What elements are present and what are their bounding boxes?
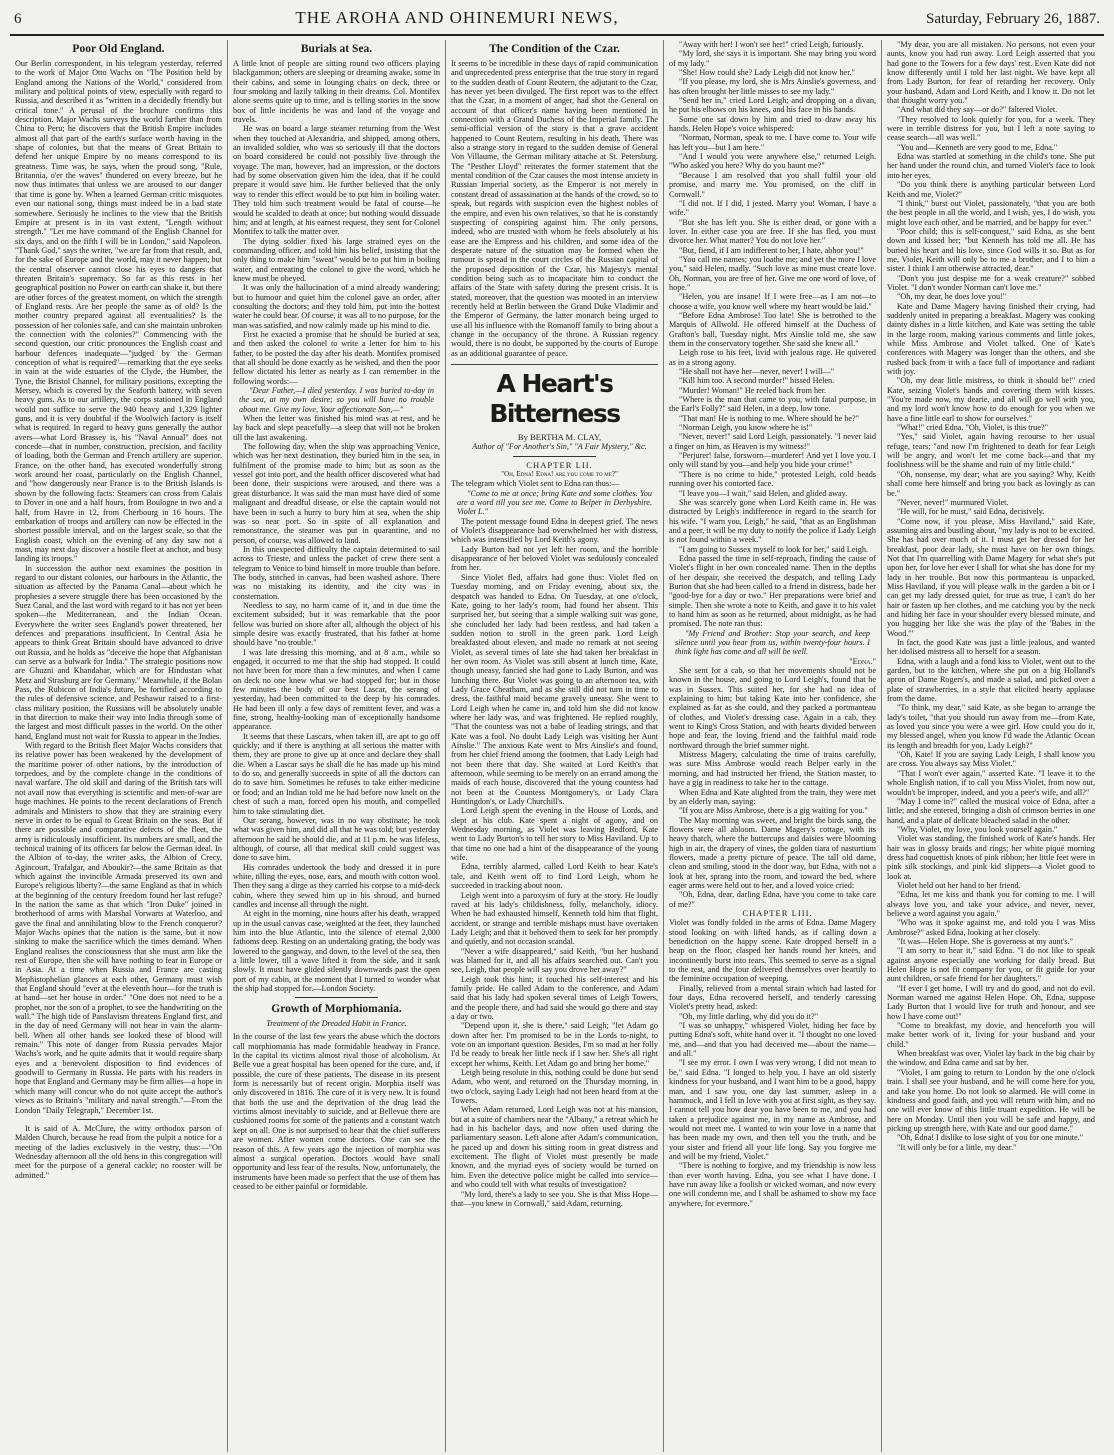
article-paragraph: The telegram which Violet sent to Edna ran thus:—	[451, 479, 620, 489]
article-paragraph: Some one sat down by him and tried to draw away his hands. Helen Hope's voice whispered:	[669, 114, 876, 134]
article-paragraph: "I think," burst out Violet, passionately, "that you are both the best people in all the world, and I wish, yes, I do wish, you might love each other, and be married, and be happy for ever."	[887, 198, 1095, 227]
article-paragraph: "You and—Kenneth are very good to me, Edna."	[897, 142, 1058, 152]
chapter-heading: CHAPTER LII.	[526, 459, 593, 470]
article-paragraph: "Oh, my dear little mistress, to think it should be!" cried Kate, seizing Violet's hands and covering them with kisses. "You're made now, my dearie, and all will go well with you, and my lord won't know how to do enough for you when we have a fine little earl to show for ourselves."	[887, 376, 1095, 423]
columns	[10, 40, 1104, 1452]
section-divider	[77, 1119, 160, 1120]
article-paragraph: "I did not. If I did, I jested. Marry you! Woman, I have a wife."	[669, 198, 876, 218]
article-paragraph: "If ever I get home, I will try and do good, and not do evil. Norman warned me against Helen Hope. Oh, Edna, suppose Lady Burton that I would live for truth and honour, and see how I have come out!"	[887, 983, 1095, 1021]
article-headline-condition-of-the-czar: The Condition of the Czar.	[489, 43, 620, 55]
article-paragraph: In the course of the last few years the abuse which the doctors call morphiomania has made formidable headway in France. In the capital its victims almost rival those of alcoholism. At Belle vue a great hospital has been opened for the cure, and, if possible, the cure of these patients. The disease in its present form is necessarily but of recent origin. Morphia itself was only discovered in 1816. The cure of it is very new. It is found that both the use and the deprivation of the drug lead the victims almost inevitably to suicide, and at Bellevue there are cushioned rooms for some of the patients and a constant watch kept on all. One is not surprised to hear that the chief sufferers are women. After women come doctors. One can see the reason of this. A few years ago the injection of morphia was almost a surgical operation. Doctors would have small opportunity and less fear of the results. Now, unfortunately, the instruments have been made so perfect that the use of them has ceased to be either painful or formidable.	[233, 1032, 440, 1191]
article-paragraph: "Violet, I am going to return to London by the one o'clock train. I shall see your husband, and he will come here for you, and take you home. Do not look so alarmed. He will come in kindness and good faith, and you will return with him, and no one will ever know of this little truant expedition. He will be here on Monday. Until then you will be safe and happy, and picking up strength here, with Kate and our good dame."	[887, 1067, 1095, 1133]
serial-title: A Heart's Bitterness	[451, 364, 658, 429]
article-paragraph: "Come now, if you please, Miss Haviland," said Kate, assuming airs and bustling about, "my lady is not to be excited. She has had over much of it. I must get her dressed for her breakfast, poor dear lady, she must have on her own things. Not that I'm quarrelling with Dame Magery for what she's put upon her, for love her ever I shall for what she has done for my lady in her trouble. But now this portmanteau is unpacked, Miss Haviland, if you will please walk in the garden a bit or I can get my lady dressed quiet, for true as true, I can't do her hair or fasten up her clothes, and me catching you by the neck and hiding her face in your shoulder every blessed minute, and you hugging her like she was the play of the 'Babes in the Wood.'"	[887, 516, 1095, 638]
column-2	[228, 40, 446, 1452]
article-paragraph: "I am sorry to hear it," said Edna. "I do not like to speak against anyone especially one working for daily bread. But Helen Hope is not fit company for you, or fit guide for your aunt children, or safe friend for her daughters."	[887, 946, 1095, 984]
article-subheading: Treatment of the Dreaded Habit in France.	[266, 1019, 407, 1029]
article-paragraph: In this unexpected difficulty the captain determined to sail across to Trieste, and unless the packet of crew there sent a telegram to Venice to bind himself in more trouble than before. The body, stitched in canvas, had been washed ashore. There was no mistaking its identity, and the city was in consternation.	[233, 544, 440, 601]
serial-byline: By BERTHA M. CLAY,	[517, 432, 602, 442]
article-paragraph: Edna, with a laugh and a fond kiss to Violet, went out to the garden, but to the kitchen, where she put on a big Holland's apron of Dame Rogers's, and made a salad, and picked over a plate of strawberries, in a style that elicited hearty applause from the dame.	[887, 656, 1095, 704]
article-paragraph: It seems to be incredible in these days of rapid communication and unprecedented press enterprise that the true story in regard to the sudden death of Count Reutern, the adjutant to the Czar, has never yet been divulged. The first report was to the effect that the Czar, in a moment of anger, had shot the General on account of that officer's name having been mentioned in connection with a Grand Duchess of the Imperial family. The semi-official version of the story is that a grave accident happened to Count Reutern, resulting in his death. There was also a strange story in regard to the sudden demise of General Von Villaume, the German military attache at St. Petersburg. The "Pesther Lloyd" reiterates the former statement that the mental condition of the Czar causes the most intense anxiety in Russian Imperial society, as the Emperor is not merely in constant dread of assassination at the hands of the crowd, so to speak, but regards with suspicion even the highest nobles of the empire, and even his own relatives, so that he is constantly suspecting of conspiring against him. The only persons, indeed, who are trusted with whom he feels absolutely at his ease are the Empress and his children, and some idea of the desperate nature of the situation may be formed when the rumour is spread in the court circles of the Russian capital of the proposed deposition of the Czar, his Majesty's mental condition being such as to incapacitate him to conduct the affairs of the State with safety during the present crisis. It is stated, moreover, that the question was mooted in an interview recently held at Berlin between the Grand Duke Vladimir and the Emperor of Germany, the latter monarch being urged to use all his influence with the Romanoff family to bring about a change in the occupancy of the throne. A Russian regency would, there is no doubt, be supported by the courts of Europe as an additional guarantee of peace.	[451, 59, 658, 358]
article-paragraph: The May morning was sweet, and bright the birds sang, the flowers were all abloom. Dame Magery's cottage, with its heavy thatch, where the buttercups and daisies were blooming high in air, the drapery of vines, the golden tiara of nasturtium flowers, made a pretty picture of peace. The tall old dame, clean and smiling, stood in the door way, but Edna, with not a look at her, sprang into the room, and toward the bed, where eager arms were held out to her, and a loved voice cried:	[669, 815, 876, 890]
article-paragraph: "They resolved to look quietly for you, for a week. They were in terrible distress for you, but I left a note saying to cease search—all was well."	[887, 114, 1095, 143]
column-5	[882, 40, 1100, 1452]
article-paragraph: When breakfast was over, Violet lay back in the big chair by the window, and Edna came and sat by her.	[887, 1049, 1095, 1068]
article-paragraph: A little knot of people are sitting round two officers playing blackgammon; others are sleeping or dreaming awake, some in their cabins, and some in lounging chairs on deck, three or four smoking and lazily talking in their dreams. Col. Montifex alone seems quite up to time, and is telling stories in the snow box of little incidents he was and land of the voyage and travels.	[233, 59, 440, 125]
article-paragraph: "I am going to Sussex myself to look for her," said Leigh.	[679, 544, 868, 554]
article-paragraph: "She! How could she? Lady Leigh did not know her."	[679, 68, 855, 78]
article-paragraph: Edna passed the time in self-reproach, finding the cause of Violet's flight in her own concealed name. Then in the depths of her despair, she received the despatch, and telling Lady Burton that she had been called to a friend in distress, bade her "good-bye for a day or two." Her preparations were brief and simple. Then she wrote a note to Keith, and gave it to his valet to hand him as soon as he returned, about midnight, as he had promised. The note ran thus:	[669, 553, 876, 629]
article-paragraph: "My lord, there's a lady to see you. She is that Miss Hope—that—you knew in Cornwall," said Adam, returning.	[451, 1189, 658, 1208]
article-paragraph: "Murder! Woman!" He reeled back from her.	[679, 385, 827, 395]
article-paragraph: Leigh being resolute in this, nothing could be done but send Adam, who went, and returned on the Thursday morning, in two o'clock, saying Lady Leigh had not been heard from at the Towers.	[451, 1068, 658, 1106]
article-paragraph: "There is no crime to hide," protested Leigh, cold beads running over his contorted face.	[669, 469, 876, 489]
article-paragraph: "Come to breakfast, my dovie, and henceforth you will make better work of it, living for your husband and your child."	[887, 1021, 1095, 1049]
article-paragraph: It was only the hallucination of a mind already wandering; but to humour and quiet him the colonel gave an order, after consulting the doctors; and they told him, put into the hottest water he could bear. Of course, it was all to no purpose, for the man was satisfied, and now calmly made up his mind to die.	[233, 283, 440, 330]
article-paragraph: "Oh, nonsense, my dear; what are you saying? Why, Keith shall come here himself and bring you back as lovingly as can be."	[887, 469, 1095, 498]
article-paragraph: Finally, relieved from a mental strain which had lasted for four days, Edna recovered herself, and tenderly caressing Violet's pretty head, asked:	[669, 983, 876, 1012]
article-paragraph: "Why, Violet, my love, you look yourself again."	[897, 824, 1058, 834]
article-paragraph: "I leave you—I wait," said Helen, and glided away.	[679, 488, 848, 498]
article-paragraph: "Because I am resolved that you shall fulfil your old promise, and marry me. You promised, on the cliff in Cornwall."	[669, 170, 876, 199]
column-1	[10, 40, 228, 1452]
article-paragraph: "And I would you were anywhere else," returned Leigh. "Who asked you here? Why do you haunt me?"	[669, 152, 876, 171]
article-paragraph: Our serang, however, was in no way obstinate; he took what was given him, and did all that he was told; but yesterday afternoon he said he should die, and at 11 p.m. he was lifeless, although, of course, all that medical skill could suggest was done to save him.	[233, 815, 440, 863]
quoted-telegram: "Come to me at once; bring Kate and some clothes. You are a word till you see me. Come to Belper in Derbyshire. Violet L."	[457, 488, 652, 517]
article-paragraph: "Oh, Edna, dear, darling Edna, have you come to take care of me?"	[669, 890, 876, 909]
article-paragraph: Leigh rose to his feet, livid with jealous rage. He quivered as in a strong agony.	[669, 348, 876, 367]
article-paragraph: "Oh, Kate! If you are saying Lady Leigh, I shall know you are cross. You always say Miss Violet."	[887, 750, 1095, 769]
article-paragraph: "Yes," said Violet, again having recourse to her usual refuge, tears; "and now I'm frightened to death for fear Leigh will be angry, and won't let me come back—and that my foolishness will be the shame and ruin of my little child."	[887, 432, 1095, 470]
article-paragraph: At eight in the morning, nine hours after his death, wrapped up in the usual canvas case, weighted at the feet, they launched him into the blue Atlantic, into the silence of eternal 2,000 fathoms deep. Resting on an undertaking grating, the body was lowered to the gangway, and down, to the level of the sea, then a little lower, till a wave lifted it from the side, and it sank slowly. It must have glided silently downwards past the open port of my cabin, at the moment that I turned to wonder what the ship had stopped for.—London Society.	[233, 909, 440, 994]
article-paragraph: He was on board a large steamer returning from the West when they touched at Alexandria, and shipped, among others, an invalided soldier, who was so seriously ill that the doctors on board considered he could not possibly live through the voyage. The man, however, had an impression, or the doctors had by some observation given him the idea, that if he could prepare it would save him. He further believed that the only way to render this effect would be to put him in boiling water. They told him such treatment would be fatal of course—he would be scalded to death at once; but nothing would dissuade him; and at length, at his earnest request, they sent for Colonel Montifex to talk the matter over.	[233, 124, 440, 237]
article-paragraph: Violet held out her hand to her friend.	[897, 880, 1021, 890]
article-paragraph: The following day, when the ship was approaching Venice, which was her next destination, they buried him in the sea, in fulfilment of the promise made to him; but as soon as the vessel got into port, and the health officer discovered what had been done, their suspicions were aroused, and there was a great disturbance. It was said the man must have died of some malignant and dreadful disease, or else the captain would not have been in such a hurry to bury him at sea, when the ship was so near port. So in spite of all explanation and remonstrance, the steamer was put in quarantine, and no person, of course, was allowed to land.	[233, 442, 440, 545]
article-paragraph: Kate and Dame Magery having finished their crying, had suddenly united in preparing a breakfast. Magery was cooking dainty dishes in a little kitchen, and Kate was setting the table in the large room, making various comments and little jokes, while Miss Ambrose and Violet talked. One of Kate's conferences with Magery was longer than the others, and she rushed back from it with a face full of importance and radiant with joy.	[887, 301, 1095, 377]
article-paragraph: "Never, never!" murmured Violet.	[897, 497, 1009, 507]
article-headline-burials-at-sea: Burials at Sea.	[300, 43, 373, 55]
article-paragraph: The dying soldier fixed his large strained eyes on the commanding officer, and told him his belief, insisting that the only thing to make him "sweat" would be to put him in boiling water, and entreating the colonel to give the word, which he knew must be obeyed.	[233, 236, 440, 283]
article-paragraph: "Where is the man that came to you, with fatal purpose, in the Earl's Folly?" said Helen, in a deep, low tone.	[669, 395, 876, 414]
article-paragraph: Edna, terribly alarmed, called Lord Keith to hear Kate's tale, and Keith went off to find Lord Leigh, whom he succeeded in tracking about noon.	[451, 862, 658, 891]
quoted-letter: "Dear Father,—I died yesterday. I was buried to-day in the sea, at my own desire; so you will have no trouble about me. Give my love, Your affectionate Son,—"	[239, 386, 434, 414]
article-paragraph: "Edna, let me kiss and thank you for coming to me. I will always love you, and take your advice, and never, never, believe a word against you again."	[887, 890, 1095, 918]
article-paragraph: His comrades undertook the body and dressed it in pure white, tilling the eyes, nose, ears, and mouth with cotton wool. Then they sang a dirge as they carried his corpse to a mid-deck cabin, where they sewed him up in his shroud, and burned candles and incense all through the night.	[233, 862, 440, 909]
article-paragraph: "Never a wife disappeared," said Keith, "but her husband was blamed for it, and all his affairs searched out. Can't you see, Leigh, that people will say you drove her away?"	[451, 946, 658, 975]
article-paragraph: "Who was it spoke against me, and told you I was Miss Ambrose?" asked Edna, looking at her closely.	[887, 918, 1095, 937]
article-headline-growth-of-morphiomania: Growth of Morphiomania.	[271, 1003, 402, 1016]
article-paragraph: Lady Burton had not yet left her room, and the horrible disappearance of her beloved Violet was sedulously concealed from her.	[451, 544, 658, 573]
article-paragraph: Leigh took this hint; it touched his self-interest and his family pride. He called Adam to the conference, and Adam said that his lady had spoken several times of Leigh Towers, and the people there, and had said she would go there and stay a day or two.	[451, 974, 658, 1021]
article-paragraph: When Edna and Kate alighted from the train, they were met by an elderly man, saying:	[669, 787, 876, 806]
article-paragraph: Our Berlin correspondent, in his telegram yesterday, referred to the work of Major Otto Wachs on "The Position held by England among the Nations of the World," considered from military and political points of view, especially with regard to Russia, and described it as "written in a decidedly friendly but critical tone." A perusal of the brochure confirms this description. Major Wachs surveys the world farther than from China to Peru; he discovers that the British Empire includes almost all that part of the earth's surface worth having in the shape of colonies, but that the means of Great Britain to defend her unique Empire by no means correspond to its greatness. Time was, he says, when the proud song, "Rule, Britannia, o'er the waves" thundered on every breeze, but he now thus intimates that unless we are aroused to our danger that time is gone by. When a learned German critic misquotes even our national song, things must indeed be in a bad state somewhere. Seriously he inclines to the view that the British Empire at present is in its vast extent, "Length without strength." "Let me have command of the English Channel for six days, and on the fifth I will be in London," said Napoleon. "Thank God," says the writer, "we are far from that result, and, for the sake of Europe and the world, may it never happen; but the central observer cannot close his eyes to dangers that threaten Britain's supremacy. So far as this rests in her geographical position no Power on earth can shake it, but there are other forces of the greatest moment, on which the strength of England rests. Are her people the same as of old? Is the mother country prepared against all eventualities? Is the possession of her colonies safe, and can she maintain unbroken the connection with the colonies?" Commencing with the second question, our critic pronounces the English coast and harbour defences inadequate—"judged by the German conception of what is required"—remarking that the eye seeks in vain at the wide estuaries of the Clyde, the Humber, the Tyne, the Bristol Channel, for military positions, excepting the Mersey, which is covered by the Seaforth battery, with seven heavy guns. As to our artillery, the corps stationed in England would not suffice to serve the 940 heavy and 1,329 lighter guns, and it is very doubtful if the Woolwich factory is itself what is required. In regard to heavy guns generally the author avers—what Lord Brassey is, his "Naval Annual" does not concede—that in number, construction, precision, and facility of loading, both the German and French artillery are superior. France, on the other hand, has executed wonderfully strong work around her coast, particularly on the English Channel, and "how dangerously near France is to the British Islands is shown by the following facts: Steamers can cross from Calais to Dover in one and a half hours, from Boulogne in two and a half, from Havre in 12, from Cherbourg in 16 hours. The embarkation of troops and artillery can now be effected in the shortest possible interval, and on the largest scale, so that the English coast, which on the evening of any day saw not a mast, may next day discover a hostile fleet at anchor, and busy landing its troops."	[15, 59, 222, 564]
article-paragraph: Since Violet fled, affairs had gone thus: Violet fled on Tuesday morning, and on Friday evening, about six, the despatch was handed to Edna. On Tuesday, at one o'clock, Kate, going to her lady's room, had found her absent. This surprised her, but seeing that a simple walking suit was gone, she concluded her lady had been restless, and had taken a sudden notion to stroll in the green park. Lord Leigh breakfasted about eleven, and made no remark at not seeing Violet, as several times of late she had taken her breakfast in her own room. As Violet was still absent at lunch time, Kate, though uneasy, fancied she had gone to Lady Burton, and was lunching there. But Violet was going to an afternoon tea, with Lady Grace Cheatham, and as she still did not turn in time to dress, the faithful maid became gravely uneasy. She went to Lord Leigh when he came in, and told him she did not know where her lady was, and was frightened. He replied roughly, "That the countess was not a babe of leading strings, and that Kate was a fool. No doubt Lady Leigh was visiting her Aunt Ainslie." The anxious Kate went to Mrs Ainslie's and found, from her chief friend among the footmen, that Lady Leigh had not been there that day. She waited at Lord Keith's that afternoon, while seeming to be merely on an errand among the maids of each house, discovered that the young countess had not been at the Countess Montgomery's, or Lady Clara Huntingdon's, or Lady Churchill's.	[451, 572, 658, 807]
page-number: 6	[14, 11, 22, 27]
article-paragraph: She was scarcely gone when Lord Keith came in. He was distracted by Leigh's indifference in regard to the search for his wife. "I warn you, Leigh," he said, "that as an Englishman and a peer, it will be my duty to notify the police if Lady Leigh is not found within a week."	[669, 497, 876, 545]
newspaper-title: THE AROHA AND OHINEMURI NEWS,	[295, 8, 619, 27]
section-divider	[513, 456, 596, 457]
article-paragraph: In fact, the good Kate was just a little jealous, and wanted her idolised mistress all to herself for a season.	[887, 638, 1095, 657]
article-paragraph: "Helen, you are insane! If I were free—as I am not—to choose a wife, you know well where my heart would be laid."	[669, 292, 876, 311]
article-paragraph: "If you are Miss Ambrose, there is a gig waiting for you."	[679, 806, 868, 816]
article-paragraph: "Perjurer! false, forsworn—murderer! And yet I love you. I only will stand by you—and help you hide your crime!"	[669, 451, 876, 470]
article-paragraph: "Poor child; this is self-conquest," said Edna, as she bent down and kissed her; "but Kenneth has told me all. He has buried his heart and his love, since God wills it so. But as for me, Violet, Keith will only be to me a brother, and I to him a sister. I think I am otherwise attracted, dear."	[887, 226, 1095, 274]
article-paragraph: It seems that these Lascars, when taken ill, are apt to go off quickly; and if there is anything at all serious the matter with them, they are prone to give up at once and declare they shall die. When a Lascar says he shall die he has made up his mind to do so, and generally succeeds in spite of all the doctors can do to save him. Sometimes he refuses to take either medicine or food; and an Indian told me he had before now knelt on the chest of such a man, forced open his mouth, and compelled him to take stimulating diet.	[233, 731, 440, 816]
article-headline-poor-old-england: Poor Old England.	[72, 43, 165, 55]
article-paragraph: "That man! He is nothing to me. Where should he be?"	[679, 413, 860, 423]
article-paragraph: "Norman Leigh, you know where he is!"	[679, 423, 813, 433]
article-paragraph: Violet was fondly folded in the arms of Edna. Dame Magery stood looking on with lifted hands, as if calling down a benediction on the happy scene. Kate dropped herself in a heap on the floor, clasped her hands round her knees, and incontinently burst into tears. This seemed to serve as a signal to the rest, and the four delivered themselves over heartily to the feminine occupation of weeping.	[669, 918, 876, 984]
article-paragraph: "I was so unhappy," whispered Violet, hiding her face by putting Edna's soft, white hand over it. "I thought no one loved me, and—and that you had deceived me—about the name—and all."	[669, 1021, 876, 1059]
article-paragraph: "There is nothing to forgive, and my friendship is now less than ever worth having. Edna, you see what I have done. I have run away like a foolish or wicked woman, and now every one will condemn me, and I shall be ashamed to show my face anywhere, for evermore."	[669, 1161, 876, 1208]
article-paragraph: "He will, for he must," said Edna, decisively.	[897, 507, 1045, 517]
chapter-heading: CHAPTER LIII.	[742, 907, 813, 918]
article-paragraph: "Don't you just despise me for a weak creature?" sobbed Violet. "I don't wonder Norman can't love me."	[887, 273, 1095, 292]
article-paragraph: The potent message found Edna in deepest grief. The news of Violet's disappearance had overwhelmed her with distress, which was intensified by Lord Keith's agony.	[451, 516, 658, 545]
article-paragraph: "But, fiend, if I am indifferent to her, I hate, abhor you!"	[679, 245, 864, 255]
column-3	[446, 40, 664, 1452]
article-paragraph: When the letter was finished his mind was at rest, and he lay back and slept peacefully—a sleep that will not be broken till the last awakening.	[233, 414, 440, 442]
article-paragraph: "That I won't ever again," asserted Kate. "I leave it to the whole English nation, if to call you Miss Violet, from now out, wouldn't be improper, indeed, and you a peer's wife, and all?"	[887, 768, 1095, 797]
article-paragraph: "Send her in," cried Lord Leigh; and dropping on a divan, he put his elbows on his knees, and his face in his hands.	[669, 96, 876, 115]
article-paragraph: "But she has left you. She is either dead, or gone with a lover. In either case you are free. If she has fled, you must divorce her. What matter? You do not love her."	[669, 217, 876, 246]
article-paragraph: "May I come in?" called the musical voice of Edna, after a little; and she entered, bringing a dish of crimson berries in one hand, and a plate of delicate bleached salad in the other.	[887, 796, 1095, 825]
article-paragraph: Edna was startled at something in the child's tone. She put her hand under the round chin, and turned Violet's face to look into her eyes.	[887, 152, 1095, 180]
article-paragraph: "You call me names; you loathe me; and yet the more I love you," said Helen, madly. "Such love as mine must create love. Oh, Norman, you are free of her. Give me one word of love, of hope."	[669, 254, 876, 292]
article-paragraph: "My lord, she says it is important. She may bring you word of my lady."	[669, 49, 876, 68]
article-paragraph: "Oh, Edna! I dislike to lose sight of you for one minute."	[897, 1133, 1084, 1143]
article-paragraph: Lord Leigh spent the evening in the House of Lords, and slept at his club. Kate spent a night of agony, and on Wednesday morning, as Violet was leaving Bedford, Kate went to Lady Burton's to tell her story to Miss Haviland. Up to that time no one had a hint of the disappearance of the young wife.	[451, 806, 658, 863]
section-divider	[295, 997, 378, 998]
article-paragraph: "To think, my dear," said Kate, as she began to arrange the lady's toilet, "that you should run away from me—from Kate, as loved you since you were a wee girl. How could you do it, my blessed angel, when you know I'd wade the Atlantic Ocean its length and breadth for you, Lady Leigh?"	[887, 703, 1095, 750]
article-paragraph: In succession the author next examines the position in regard to our distant colonies, our harbours in the Atlantic, the situation as affected by the Panama Canal—about which he prophesies a severe struggle there has been occasioned by the Suez Canal, and the last word with regard to it has not yet been spoken—the Mediterranean, and the Indian Ocean. Everywhere the writer sees England's power threatened, her defences and preparations insufficient. In Central Asia he appears to think Great Britain should have advanced to drive out Russia, and he holds as "deceive the hope that Afghanistan can serve as a bulwark for India." The strategic positions now are Ghuzni and Khandahar, which are for Hindustan what Metz and Strasburg are for Germany." Meanwhile, if the Bolan Pass, the Rubicon of India's future, be fortified according to the rules of defensive science, and Peshawur raised to a first-class military position, the Russians will be absolutely unable in that direction to make their way into India through some of the largest and most difficult passes in the world. On the other hand, England must not wait for Russia to appear in the Indies.	[15, 563, 222, 741]
article-paragraph: "It was—Helen Hope. She is governess at my aunt's."	[897, 937, 1073, 946]
article-paragraph: Needless to say, no harm came of it, and in due time the excitement subsided; but it was remarkable that the poor fellow was buried on shore after all, although the object of his simple desire was exactly frustrated, that his father at home should have "no trouble."	[233, 600, 440, 648]
article-paragraph: "He shall not have her—never, never! I will—"	[679, 367, 835, 377]
article-paragraph: "Away with her! I won't see her!" cried Leigh, furiously.	[679, 40, 864, 49]
article-paragraph: She sent for a cab, so that her movements should not be known in the house, and going to Lord Leigh's, found that he was in Sussex. This suited her, for she had no idea of explaining to him; but taking Kate into her confidence, she explained as far as she could, and they packed a portmanteau of clothes, and Violet's dressing case. Again in a cab, they went to King's Cross Station, and with hearts divided between hope and fear, the loving friend and the faithful maid rode northward through the brief summer night.	[669, 666, 876, 750]
article-paragraph: Leigh went into a paroxysm of fury at the story. He loudly raved at his lady's childishness, folly, melancholy, idiocy. When he had exhausted himself, Kenneth told him that flight, accident, or strange and terrible mishaps must have overtaken Lady Leigh; and that it behoved them to seek for her promptly and quietly, and not occasion scandal.	[451, 890, 658, 947]
article-paragraph: "I see my error. I own I was very wrong, I did not mean to be," said Edna. "I longed to help you. I have an old sisterly kindness for your husband, and I want him to be a good, happy man, and I saw you, one day last summer, asleep in a hammock, and I fell in love with you at first sight, as they say. I cannot tell you how dear you have been to me, and you had taken a prejudice against me, in my name as Ambrose, and would not meet me. I wanted to win your love in a name that has been made my own, and then tell you the truth, and be your sister and friend all your life long. Say you forgive me and will be my friend, Violet."	[669, 1058, 876, 1161]
article-paragraph: "My dear, you are all mistaken. No persons, not even your aunts, know you had run away. Lord Leigh asserted that you had gone to the Towers for a few days' rest. Even Kate did not know differently until I told her last night. We have kept all from Lady Burton, for fear of retarding her recovery. Only your husband, Adam and Lord Keith, and I know it. Do not let that thought worry you."	[887, 40, 1095, 106]
article-paragraph: "It will only be for a little, my dear."	[897, 1142, 1017, 1152]
masthead	[10, 8, 1104, 36]
article-paragraph: When Adam returned, Lord Leigh was not at his mansion, but at a suite of chambers near the "Albany," a retreat which he had in his bachelor days, and now often used during the parliamentary season. Left alone after Adam's communication, he paced up and down his sitting room in great distress and excitement. The flight of Violet must presently be made known, and the myriad eyes of society would be turned on him. Even the detective police might be called into service—and who could tell with what results of investigation?	[451, 1105, 658, 1190]
article-paragraph: First he exacted a promise that he should be buried at sea, and then asked the colonel to write a letter for him to his father, to be posted the day after his death. Montifex promised that all should be done exactly as he wished, and then the poor fellow dictated his letter as nearly as I can remember in the following words:—	[233, 329, 440, 386]
article-paragraph: "Do you think there is anything particular between Lord Keith and me, Violet?"	[887, 180, 1095, 199]
article-paragraph: "Oh, my little darling, why did you do it?"	[679, 1011, 819, 1021]
article-paragraph: "And what did they say—or do?" faltered Violet.	[897, 105, 1058, 115]
quoted-note: "My Friend and Brother: Stop your search, and keep silence until you hear from us, within twenty-four hours. I think light has come and all will be well.	[675, 628, 870, 657]
article-paragraph: Violet was standing, the finished work of Kate's hands. Her hair was in glossy braids and rings; her white piqué morning dress had coquettish knots of pink ribbon; her little feet were in pink silk stockings, and pink kid slippers—a Violet good to look at.	[887, 834, 1095, 881]
article-paragraph: "Oh, my dear, he does love you!"	[897, 292, 1007, 302]
article-paragraph: "Norman, Norman, speak to me. I have come to. Your wife has left you—but I am here."	[669, 133, 876, 152]
article-paragraph: "If you please, my lord, she is Mrs Ainslie's governess, and has often brought her little misses to see my lady."	[669, 77, 876, 96]
chapter-epigraph: "Oh, Edna! Edna! are you come to me?"	[501, 470, 618, 479]
article-paragraph: "What!" cried Edna. "Oh, Violet, is this true?"	[897, 423, 1048, 433]
article-paragraph: I was late dressing this morning, and at 8 a.m., while so engaged, it occurred to me that the ship had stopped. It could not have been for more than a few minutes, and when I came on deck no one knew what we had stopped for; but in those few minutes the body of our best Lascar, the serang of yesterday, had been committed to the deep by his comrades. He had been ill only a few days of remittent fever, and was a fine, strong, healthy-looking man of exceptionally handsome appearance.	[233, 647, 440, 732]
article-paragraph: Mistress Magery, calculating the time of trains carefully, was sure Miss Ambrose would reach Belper early in the morning, and had instructed her friend, the Station master, to have a gig in readiness to take her to the cottage.	[669, 750, 876, 788]
column-4	[664, 40, 882, 1452]
article-paragraph: "Never, never!" said Lord Leigh, passionately. "I never laid a finger on him, as Heaven is my witness!"	[669, 432, 876, 451]
issue-date: Saturday, February 26, 1887.	[926, 11, 1100, 27]
serial-author-note: Author of "For Another's Sin," "A Fair Mystery," &c.	[472, 442, 647, 452]
article-paragraph: "Before Edna Ambrose! Too late! She is betrothed to the Marquis of Allwold. He offered himself at the Duchess of Grafton's ball, Tuesday night. Mrs Ainslie told me, she saw them in the conservatory together. She said she knew all."	[669, 310, 876, 348]
article-paragraph: "Kill him too. A second murder!" hissed Helen.	[679, 376, 835, 386]
note-signature: "Edna."	[849, 656, 876, 666]
article-paragraph: With regard to the British fleet Major Wachs considers that its relative power has been weakened by the development of the maritime power of other nations, by the introduction of torpedoes, and by the complete change in the conditions of naval warfare. The old skill and daring of the British tars will not avail now that everything is scientific and men-of-war are huge machines. He points to the recent declarations of French admirals and Ministers to show that they are straining every nerve in order to be equal to Great Britain on the seas. But if there are possible and comparative defects of the fleet, the army is ridiculously insufficient. Its numbers are small, and the technical training of its officers far below the German ideal. In the Albion of to-day, the writer asks, the Albion of Crecy, Agincourt, Trafalgar, and Aboukir?—the same Britain as that which against the invincible Armada preserved its own and Europe's religious liberty?—the same England as that in which at the beginning of the century freedom found her last refuge? In the nation the same as that which "Iron Duke" joined in brotherhood of arms with Marshal Vorwarts at Waterloo, and gave the final and annihilating blow to the French conqueror? Major Wachs opines that the nation is the same, but it now sinking to make the sacrifice which the times demand. When England realises the consciousness that she must arm like the rest of Europe, then she will have nothing to fear in Europe or in Asia. At a time when Russia and France are casting Mephistophelian glances at each other, Germany must wish that England should "ever at the eleventh hour—for the truth is at hand—set her house in order." "One does not need to be a prophet, nor the son of a prophet, to see the handwriting on the wall." The high tide of Panslavism threatens England first, and in the day of need Germany will not hear in vain the alarm-bell. When all other hands see looked these of blood will remain." This note of danger from Russia pervades Major Wachs's work, and he quite admits that it would require sharp eyes and a benevolent disposition to find evidences of goodwill to Germany in Russia. He parts with his readers in hope that England and Germany may be firm allies—a hope in which many will concur who do not quite accept the author's views as to Britain's "military and naval strength."—From the London "Daily Telegraph," December 1st.	[15, 741, 222, 1115]
article-paragraph: It is said of A. McClure, the witty orthodox parson of Malden Church, because he read from the pulpit a notice for a meeting of the ladies exclusively in the vestry, thus:—"On Wednesday afternoon all the old hens in this congregation will meet for the purpose of a general cackle; no rooster will be admitted."	[15, 1123, 222, 1180]
article-paragraph: "Depend upon it, she is there," said Leigh; "let Adam go down after her. I'm promised to be in the Lords to-night, to vote on an important question. Besides, I'm so mad at her folly I'd be ready to break her little neck if I saw her. She's all right except her whims, Keith. Let Adam go and bring her home."	[451, 1021, 658, 1068]
